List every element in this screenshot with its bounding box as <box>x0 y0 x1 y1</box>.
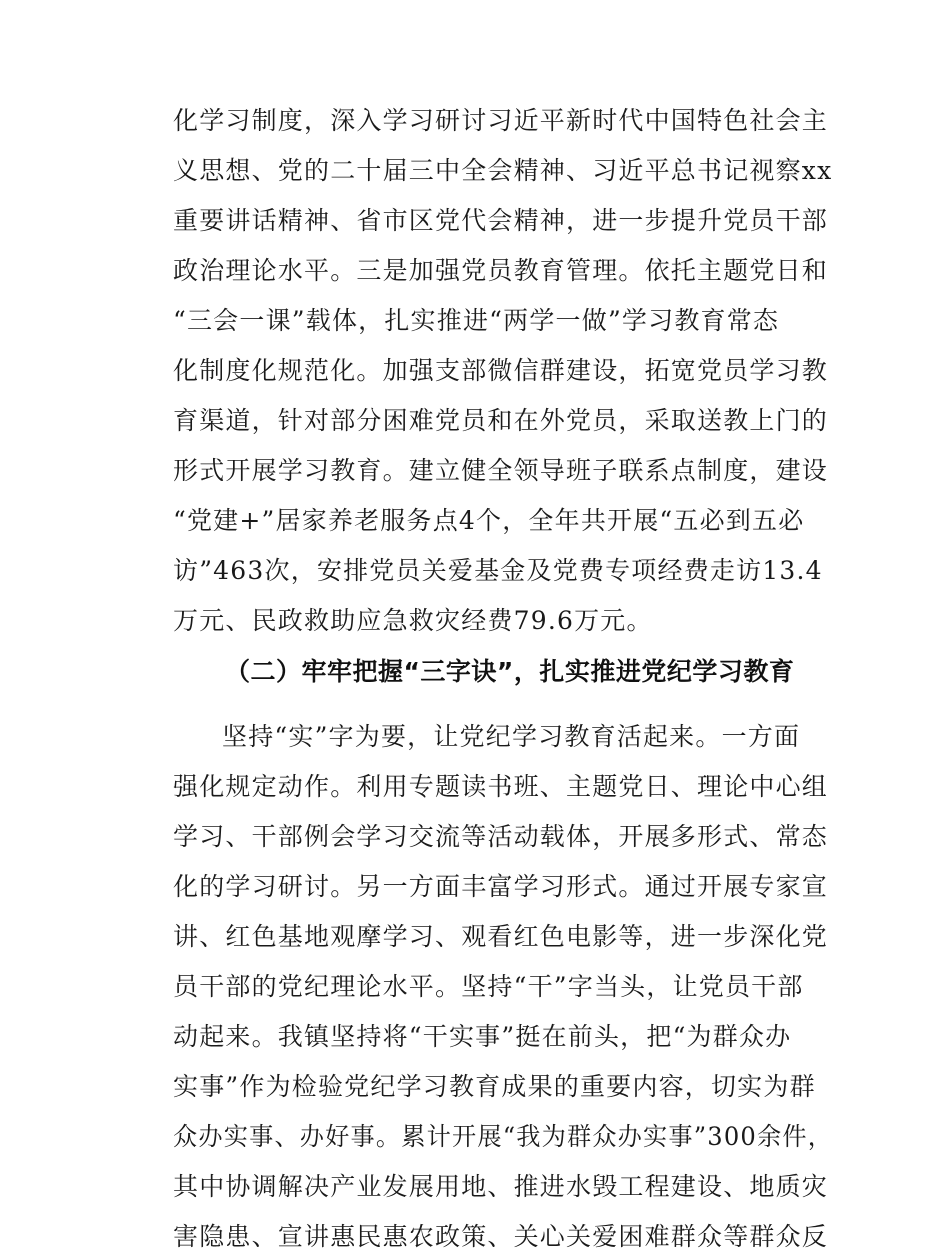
paragraph-line: 政治理论水平。三是加强党员教育管理。依托主题党日和 <box>173 256 829 285</box>
paragraph-line: 员干部的党纪理论水平。坚持“干”字当头，让党员干部 <box>173 972 804 1001</box>
paragraph-line: 化制度化规范化。加强支部微信群建设，拓宽党员学习教 <box>173 356 829 385</box>
paragraph-line: “党建+”居家养老服务点4个，全年共开展“五必到五必 <box>173 506 805 535</box>
paragraph-line: 义思想、党的二十届三中全会精神、习近平总书记视察xx <box>173 156 833 185</box>
paragraph-line: 形式开展学习教育。建立健全领导班子联系点制度，建设 <box>173 456 829 485</box>
paragraph-line: 强化规定动作。利用专题读书班、主题党日、理论中心组 <box>173 772 829 801</box>
paragraph-line: 实事”作为检验党纪学习教育成果的重要内容，切实为群 <box>173 1072 816 1101</box>
paragraph-line: 动起来。我镇坚持将“干实事”挺在前头，把“为群众办 <box>173 1022 792 1051</box>
paragraph-line: 重要讲话精神、省市区党代会精神，进一步提升党员干部 <box>173 206 829 235</box>
paragraph-line: 众办实事、办好事。累计开展“我为群众办实事”300余件， <box>173 1122 834 1151</box>
paragraph-line: 讲、红色基地观摩学习、观看红色电影等，进一步深化党 <box>173 922 829 951</box>
paragraph-line: 万元、民政救助应急救灾经费79.6万元。 <box>173 606 653 635</box>
section-heading: （二）牢牢把握“三字诀”，扎实推进党纪学习教育 <box>225 657 795 686</box>
paragraph-line: 化的学习研讨。另一方面丰富学习形式。通过开展专家宣 <box>173 872 829 901</box>
paragraph-line: 访”463次，安排党员关爱基金及党费专项经费走访13.4 <box>173 556 823 585</box>
paragraph-line: 化学习制度，深入学习研讨习近平新时代中国特色社会主 <box>173 106 829 135</box>
paragraph-line: 坚持“实”字为要，让党纪学习教育活起来。一方面 <box>222 722 801 751</box>
paragraph-line: 学习、干部例会学习交流等活动载体，开展多形式、常态 <box>173 822 829 851</box>
paragraph-line: 其中协调解决产业发展用地、推进水毁工程建设、地质灾 <box>173 1172 829 1201</box>
paragraph-line: “三会一课”载体，扎实推进“两学一做”学习教育常态 <box>173 306 780 335</box>
paragraph-line: 害隐患、宣讲惠民惠农政策、关心关爱困难群众等群众反 <box>173 1222 829 1251</box>
paragraph-line: 育渠道，针对部分困难党员和在外党员，采取送教上门的 <box>173 406 829 435</box>
